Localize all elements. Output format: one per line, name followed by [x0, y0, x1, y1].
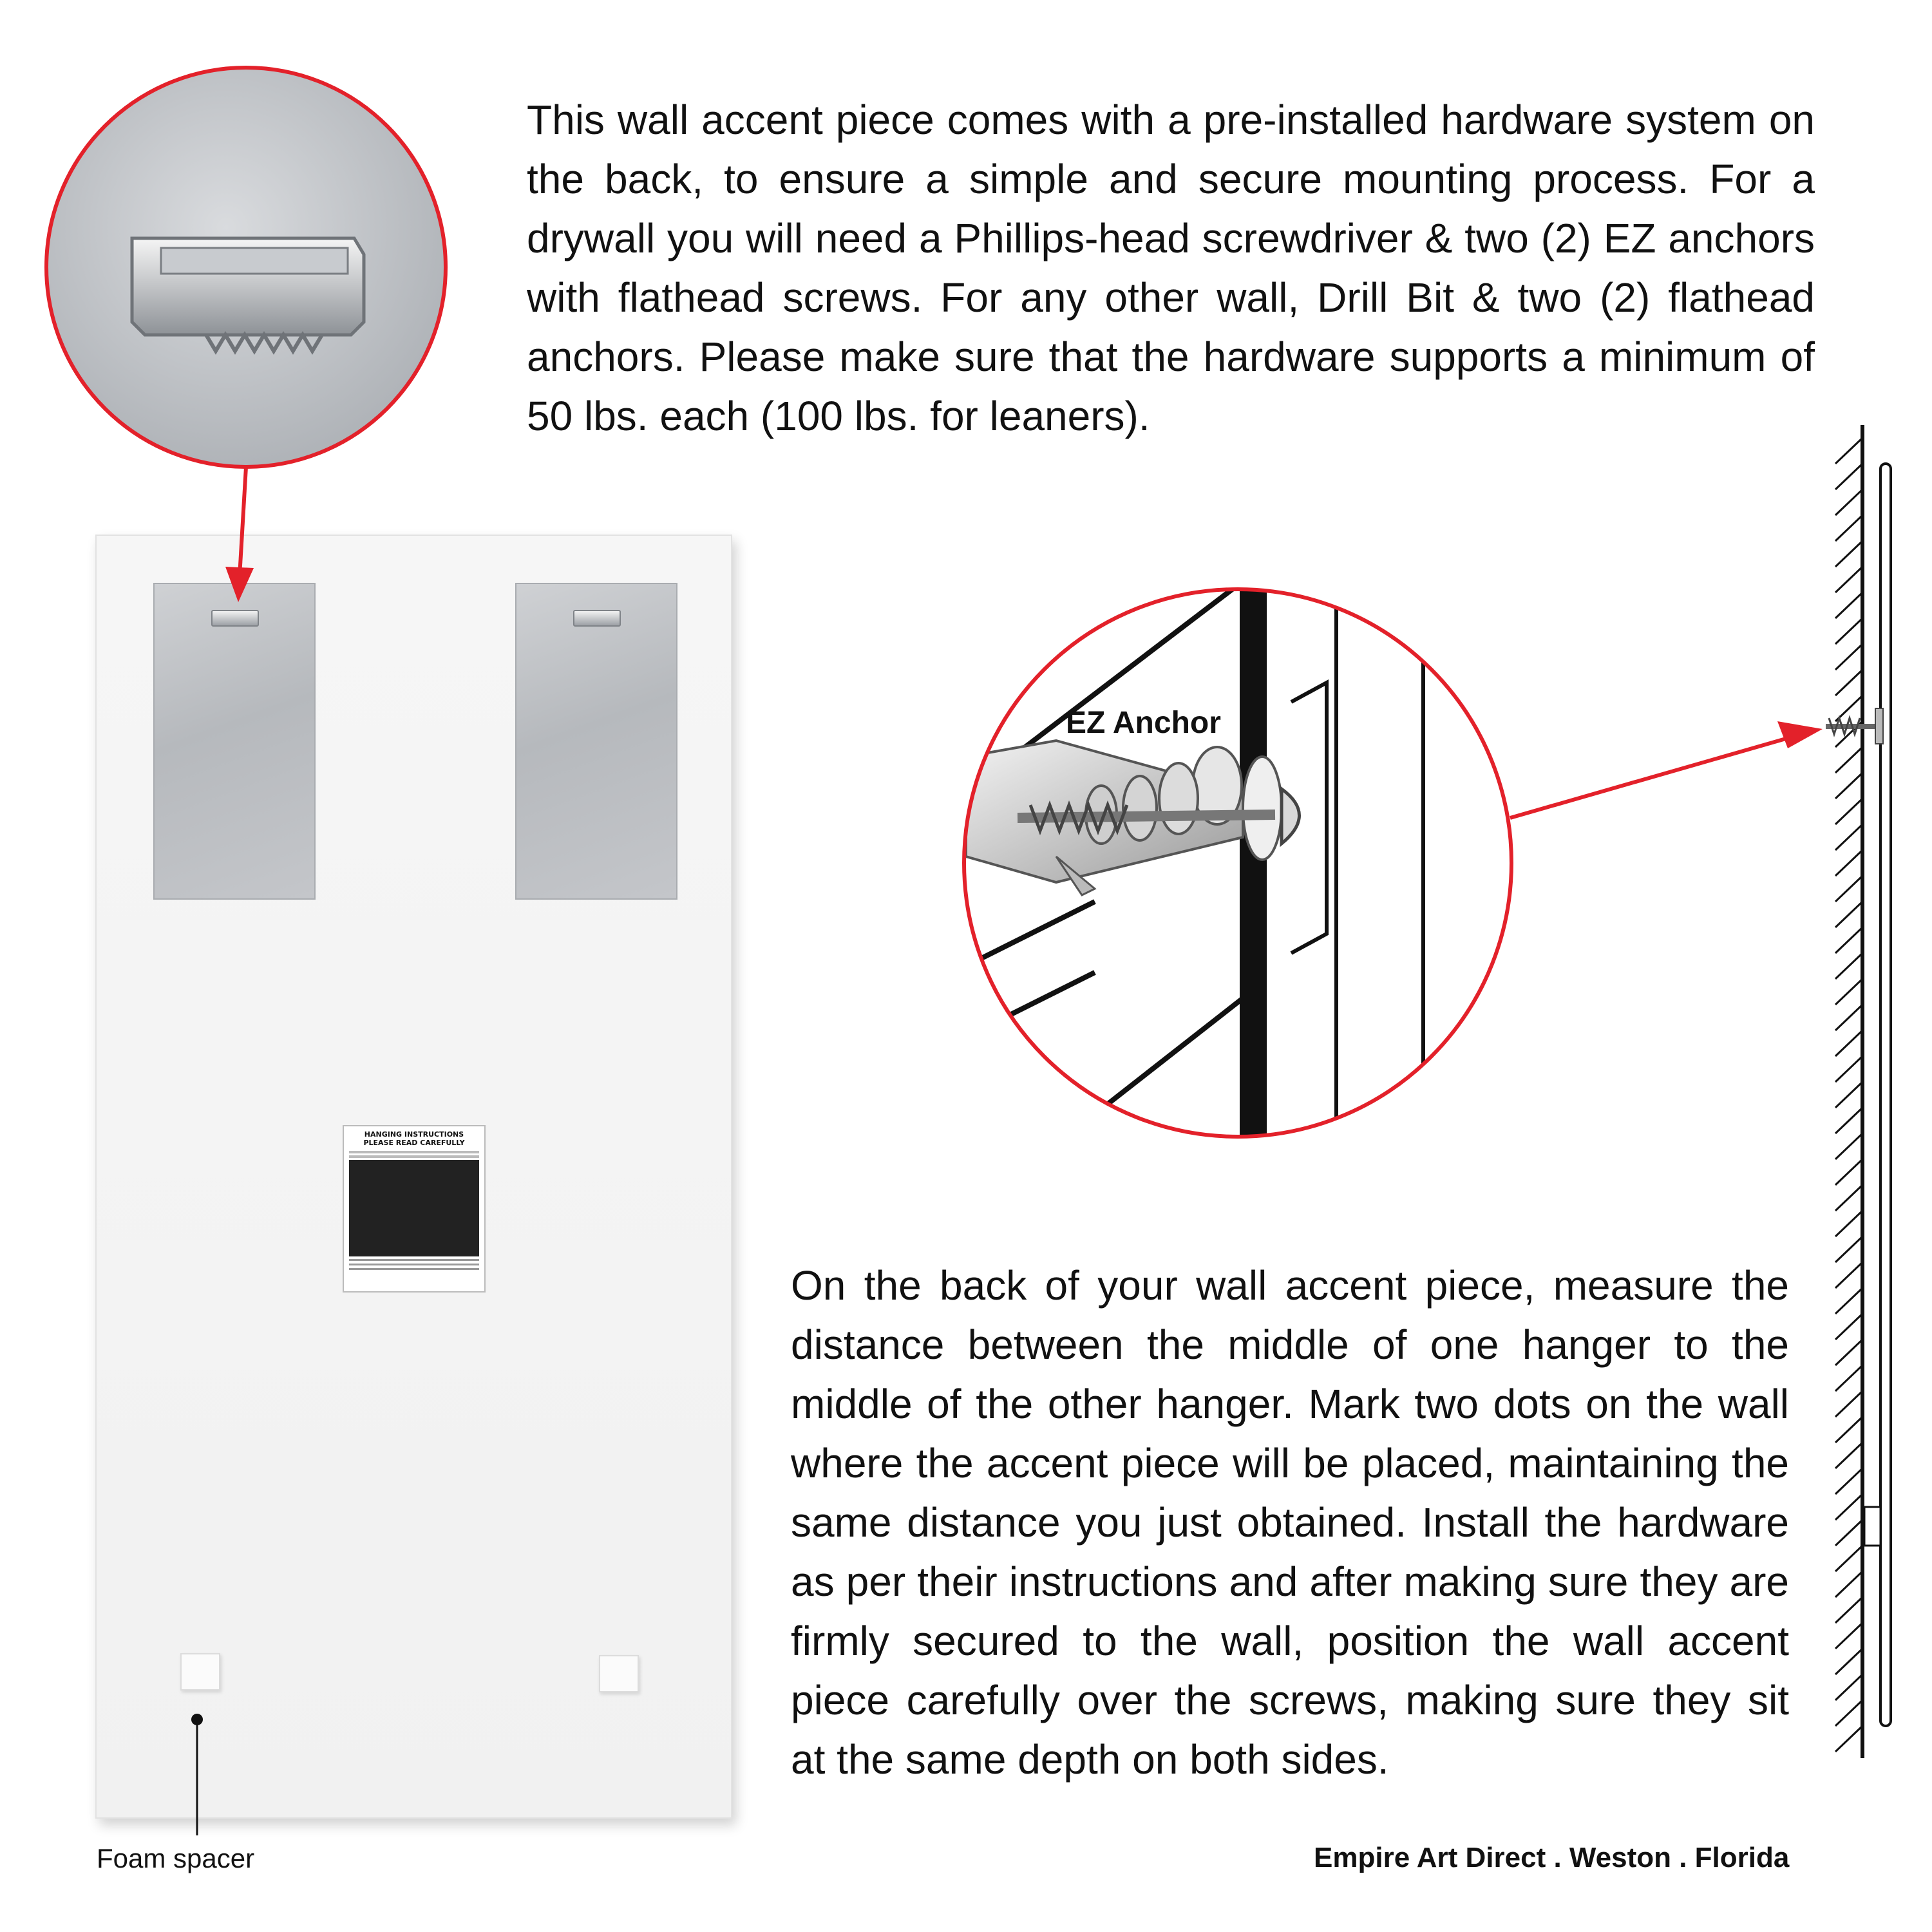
sawtooth-hanger-icon — [132, 238, 364, 351]
company-footer: Empire Art Direct . Weston . Florida — [1314, 1842, 1790, 1873]
ez-anchor-label: EZ Anchor — [1066, 706, 1221, 740]
foam-spacer-label: Foam spacer — [97, 1843, 255, 1873]
foam-spacer-profile — [1864, 1507, 1880, 1546]
accent-piece-profile — [1880, 464, 1891, 1726]
label-subtitle: PLEASE READ CAREFULLY — [363, 1139, 465, 1147]
spacer-callout — [191, 1714, 203, 1835]
wall-hatching — [1835, 438, 1862, 1752]
hanger-callout-arrow — [225, 467, 254, 602]
screw-in-wall-icon — [1826, 708, 1883, 744]
wall-side-view-icon — [1826, 425, 1891, 1758]
label-title: HANGING INSTRUCTIONS — [364, 1130, 464, 1139]
instructions-paragraph: On the back of your wall accent piece, measure the distance between the middle of one hanger to the middle of the other hanger. Mark two dots on the wall where the accent piece will be placed, maintaining the same distance you just obtained. Install the hardware as per their instructions and after making sure they are firmly secured to the wall, position the wall accent piece carefully over the screws, making sure they sit at the same depth on both sides. — [791, 1262, 1789, 1783]
intro-paragraph: This wall accent piece comes with a pre-installed hardware system on the back, to ensure a simple and secure mounting process. For a drywall you will need a Phillips-head screwdriver & two (2) EZ anchors with flathead screws. For any other wall, Drill Bit & two (2) flathead anchors. Please make sure that the hardware supports a minimum of 50 lbs. each (100 lbs. for leaners). — [527, 97, 1815, 439]
anchor-zoom-circle — [964, 580, 1511, 1146]
anchor-callout-arrow — [1510, 721, 1823, 818]
hanger-zoom-circle — [46, 68, 446, 467]
